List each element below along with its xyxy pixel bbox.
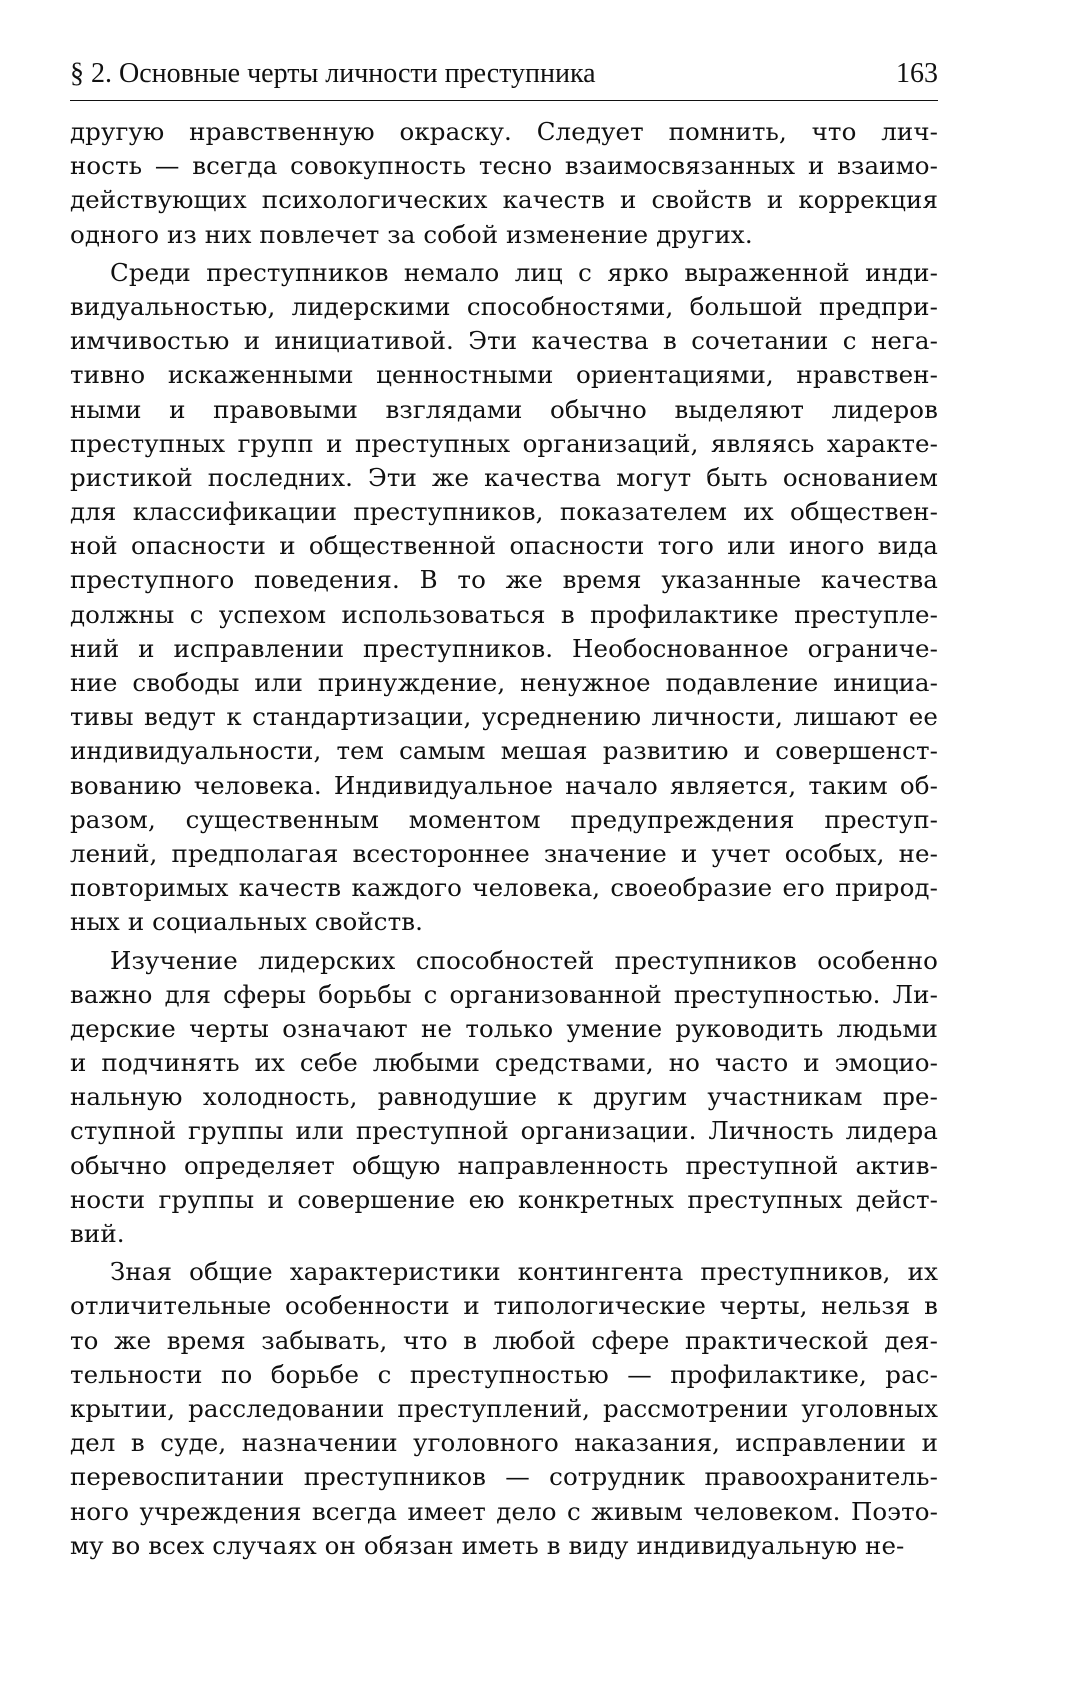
text-line: одного из них повлечет за собой изменение других. [70,219,753,249]
text-line: обычно определяет общую направленность преступной актив- [70,1150,938,1180]
text-line: тивно искаженными ценностными ориентациями, нравствен- [70,360,938,390]
paragraph [70,256,938,940]
text-line: и подчинять их себе любыми средствами, но часто и эмоцио- [70,1048,938,1078]
text-line: другую нравственную окраску. Следует помнить, что лич- [70,117,938,146]
text-line: преступного поведения. В то же время указанные качества [70,565,938,595]
text-line: видуальностью, лидерскими способностями, большой предпри- [70,291,938,321]
text-line: дел в суде, назначении уголовного наказания, исправлении и [70,1428,938,1458]
book-page [70,52,938,1565]
text-line: ности группы и совершение ею конкретных преступных дейст- [70,1184,938,1214]
text-line: преступных групп и преступных организаций, являясь характе- [70,428,938,458]
running-head [70,52,938,101]
text-line: повторимых качеств каждого человека, своеобразие его природ- [70,873,938,903]
text-line: вованию человека. Индивидуальное начало является, таким об- [70,770,938,800]
text-line: Изучение лидерских способностей преступников особенно [110,945,938,975]
text-line: перевоспитании преступников — сотрудник правоохранитель- [70,1462,938,1492]
text-line: ными и правовыми взглядами обычно выделяют лидеров [70,394,938,424]
text-line: должны с успехом использоваться в профилактике преступле- [70,599,938,629]
text-line: вий. [70,1219,125,1248]
text-line: для классификации преступников, показателем их обществен- [70,497,938,527]
text-line: дерские черты означают не только умение руководить людьми [70,1013,938,1043]
text-line: Зная общие характеристики контингента преступников, их [110,1257,938,1287]
text-line: то же время забывать, что в любой сфере практической дея- [70,1325,938,1355]
text-line: му во всех случаях он обязан иметь в виду индивидуальную не- [70,1530,905,1560]
section-title: § 2. Основные черты личности преступника [70,58,596,89]
text-line: тивы ведут к стандартизации, усреднению личности, лишают ее [70,702,938,732]
paragraph [70,1255,938,1563]
paragraph [70,115,938,252]
text-line: важно для сферы борьбы с организованной преступностью. Ли- [70,979,938,1009]
text-line: индивидуальности, тем самым мешая развитию и совершенст- [70,736,938,766]
text-line: разом, существенным моментом предупреждения преступ- [70,804,938,834]
text-line: тельности по борьбе с преступностью — профилактике, рас- [70,1359,938,1389]
paragraph [70,944,938,1252]
text-line: отличительные особенности и типологические черты, нельзя в [70,1291,938,1321]
text-line: ного учреждения всегда имеет дело с живым человеком. Поэто- [70,1496,938,1526]
body-text [70,115,938,1563]
text-line: ступной группы или преступной организации. Личность лидера [70,1116,938,1146]
text-line: ных и социальных свойств. [70,907,424,937]
text-line: ние свободы или принуждение, ненужное подавление инициа- [70,668,938,697]
text-line: Среди преступников немало лиц с ярко выраженной инди- [110,257,938,287]
text-line: ной опасности и общественной опасности того или иного вида [70,531,938,561]
text-line: крытии, расследовании преступлений, рассмотрении уголовных [70,1393,938,1423]
text-line: лений, предполагая всестороннее значение и учет особых, не- [70,838,938,868]
text-line: действующих психологических качеств и свойств и коррекция [70,185,938,215]
text-line: ристикой последних. Эти же качества могут быть основанием [70,462,938,492]
text-line: ний и исправлении преступников. Необоснованное ограниче- [70,633,938,663]
text-line: ность — всегда совокупность тесно взаимосвязанных и взаимо- [70,151,938,181]
text-line: нальную холодность, равнодушие к другим участникам пре- [70,1082,938,1112]
page-number: 163 [896,58,938,89]
text-line: имчивостью и инициативой. Эти качества в сочетании с нега- [70,326,938,356]
